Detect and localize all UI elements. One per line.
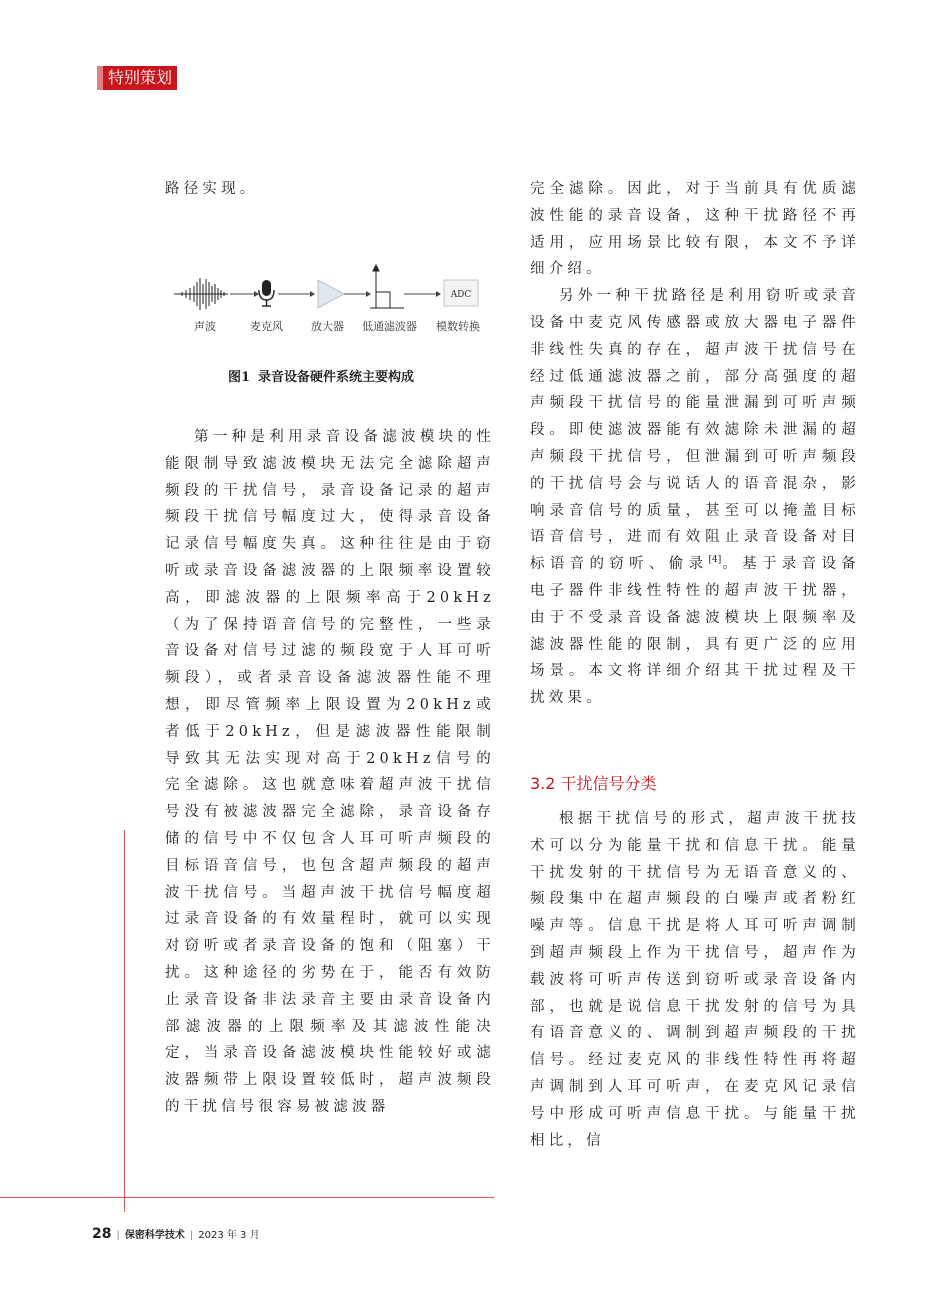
- fig-label-microphone: 麦克风: [250, 320, 283, 333]
- section-tag: [97, 66, 177, 90]
- arrow-head: [310, 291, 315, 297]
- issue-date: 2023 年 3 月: [198, 1230, 260, 1241]
- decorative-vertical-rule: [124, 830, 125, 1212]
- right-top-paragraph-1: 完全滤除。因此，对于当前具有优质滤波性能的录音设备，这种干扰路径不再适用，应用场景比较有限，本文不予详细介绍。: [530, 181, 860, 278]
- footer-separator: |: [116, 1230, 120, 1241]
- fig-label-sound-wave: 声波: [194, 320, 216, 333]
- arrow-head: [254, 291, 259, 297]
- right-top-p2-part-a: 另外一种干扰路径是利用窃听或录音设备中麦克风传感器或放大器电子器件非线性失真的存在，超声波干扰信号在经过低通滤波器之前，部分高强度的超声频段干扰信号的能量泄漏到可听声频段。即使滤波器能有效滤除未泄漏的超声频段干扰信号，但泄漏到可听声频段的干扰信号会与说话人的语音混杂，影响录音信号的质量，甚至可以掩盖目标语音信号，进而有效阻止录音设备对目标语音的窃听、偷录: [530, 288, 860, 573]
- fig-label-amplifier: 放大器: [311, 320, 344, 333]
- section-tag-label: 特别策划: [103, 66, 177, 90]
- right-column-body: [530, 806, 860, 1154]
- adc-label: ADC: [450, 290, 472, 300]
- right-body-paragraph: 根据干扰信号的形式，超声波干扰技术可以分为能量干扰和信息干扰。能量干扰发射的干扰信号为无语音意义的、频段集中在超声频段的白噪声或者粉红噪声等。信息干扰是将人耳可听声调制到超声频段上作为干扰信号，超声作为载波将可听声传送到窃听或录音设备内部，也就是说信息干扰发射的信号为具有语音意义的、调制到超声频段的干扰信号。经过麦克风的非线性特性再将超声调制到人耳可听声，在麦克风记录信号中形成可听声信息干扰。与能量干扰相比，信: [530, 811, 860, 1149]
- page-footer: [92, 1226, 260, 1242]
- fig-label-filter: 低通滤波器: [362, 320, 417, 333]
- fig-label-adc: 模数转换: [436, 320, 480, 333]
- figure-1: [168, 262, 498, 342]
- section-tag-bar: [97, 66, 103, 90]
- right-column-top: [530, 176, 860, 712]
- figure-caption-text: 录音设备硬件系统主要构成: [258, 370, 415, 385]
- right-top-p2-part-b: 。基于录音设备电子器件非线性特性的超声波干扰器，由于不受录音设备滤波模块上限频率及滤波器性能的限制，具有更广泛的应用场景。本文将详细介绍其干扰过程及干扰效果。: [530, 556, 860, 707]
- arrow-head: [366, 291, 371, 297]
- journal-name: 保密科学技术: [124, 1230, 185, 1241]
- citation-ref[interactable]: [4]: [708, 555, 722, 566]
- amplifier-icon: [318, 280, 344, 308]
- footer-separator: |: [189, 1230, 194, 1241]
- left-column-top: [165, 176, 495, 203]
- right-top-paragraph-2: [530, 283, 860, 712]
- sound-wave-icon: [174, 278, 228, 310]
- hardware-diagram: [168, 262, 498, 322]
- figure-caption: [228, 366, 414, 385]
- page-number: 28: [92, 1226, 112, 1242]
- arrow-head: [436, 291, 441, 297]
- figure-caption-number: 图1: [228, 370, 251, 385]
- left-column-body: [165, 424, 495, 1121]
- decorative-horizontal-rule: [0, 1197, 494, 1198]
- left-top-text: 路径实现。: [165, 181, 259, 197]
- left-body-paragraph: 第一种是利用录音设备滤波模块的性能限制导致滤波模块无法完全滤除超声频段的干扰信号，录音设备记录的超声频段干扰信号幅度过大，使得录音设备记录信号幅度失真。这种往往是由于窃听或录音设备滤波器的上限频率设置较高，即滤波器的上限频率高于20kHz（为了保持语音信号的完整性，一些录音设备对信号过滤的频段宽于人耳可听频段），或者录音设备滤波器性能不理想，即尽管频率上限设置为20kHz或者低于20kHz，但是滤波器性能限制导致其无法实现对高于20kHz信号的完全滤除。这也就意味着超声波干扰信号没有被滤波器完全滤除，录音设备存储的信号中不仅包含人耳可听声频段的目标语音信号，也包含超声频段的超声波干扰信号。当超声波干扰信号幅度超过录音设备的有效量程时，就可以实现对窃听或者录音设备的饱和（阻塞）干扰。这种途径的劣势在于，能否有效防止录音设备非法录音主要由录音设备内部滤波器的上限频率及其滤波性能决定，当录音设备滤波模块性能较好或滤波器频带上限设置较低时，超声波频段的干扰信号很容易被滤波器: [165, 429, 495, 1115]
- section-heading: 3.2 干扰信号分类: [530, 774, 657, 793]
- low-pass-filter-icon: [370, 265, 404, 308]
- microphone-icon: [259, 280, 274, 306]
